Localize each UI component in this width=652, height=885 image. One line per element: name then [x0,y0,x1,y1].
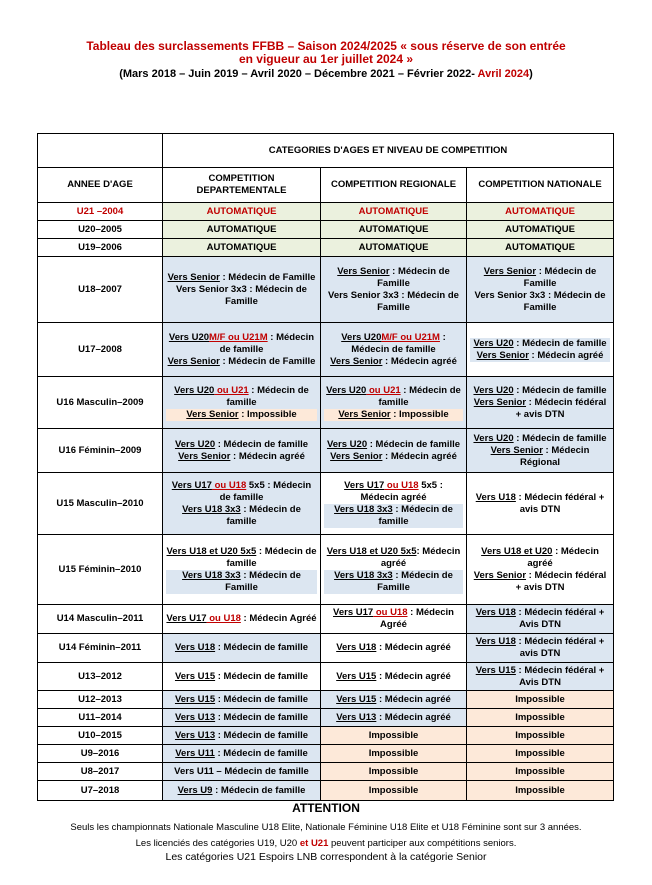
age-cell: U16 Féminin–2009 [38,429,163,473]
title-line-2: en vigueur au 1er juillet 2024 » [238,52,414,66]
age-cell: U19–2006 [38,239,163,257]
reg-cell: Vers U17 ou U18 5x5 : Médecin agréé Vers U18 3x3 : Médecin de famille [321,473,467,535]
reg-cell: Vers U20M/F ou U21M : Médecin de famille Vers Senior : Médecin agréé [321,323,467,377]
header-departementale: COMPETITION DEPARTEMENTALE [163,168,321,203]
age-cell: U11–2014 [38,709,163,727]
nat-cell: Impossible [467,745,614,763]
table-row [38,323,614,377]
nat-cell: Vers U18 : Médecin fédéral + Avis DTN [467,605,614,634]
age-cell: U14 Masculin–2011 [38,605,163,634]
nat-cell: Vers U20 : Médecin de famille Vers Senior : Médecin agréé [467,323,614,377]
dates-highlight: Avril 2024 [477,68,530,80]
header-regionale: COMPETITION REGIONALE [321,168,467,203]
dates-end: ) [529,68,533,80]
age-cell: U8–2017 [38,763,163,781]
header-categories: CATEGORIES D'AGES ET NIVEAU DE COMPETITION [163,134,614,168]
age-cell: U15 Masculin–2010 [38,473,163,535]
header-row-2 [38,168,614,203]
table-row [38,203,614,221]
dep-cell: Vers U20 : Médecin de famille Vers Senior : Médecin agréé [163,429,321,473]
age-cell: U20–2005 [38,221,163,239]
dep-cell: Vers U17 ou U18 5x5 : Médecin de famille Vers U18 3x3 : Médecin de famille [163,473,321,535]
header-blank [38,134,163,168]
reg-cell: Impossible [321,781,467,801]
dep-cell: AUTOMATIQUE [163,221,321,239]
nat-cell: Vers U18 : Médecin fédéral + avis DTN [467,634,614,663]
nat-cell: Impossible [467,781,614,801]
dep-cell: AUTOMATIQUE [163,203,321,221]
nat-cell: Impossible [467,709,614,727]
nat-cell: Impossible [467,763,614,781]
nat-cell: AUTOMATIQUE [467,239,614,257]
nat-cell: Vers U15 : Médecin fédéral + Avis DTN [467,663,614,691]
title-line-1: Tableau des surclassements FFBB – Saison 2024/2025 « sous réserve de son entrée [86,39,566,53]
nat-cell: Impossible [467,691,614,709]
age-cell: U16 Masculin–2009 [38,377,163,429]
table-row [38,691,614,709]
nat-cell: AUTOMATIQUE [467,221,614,239]
table-row [38,763,614,781]
attention-heading: ATTENTION [292,801,360,815]
table-row [38,709,614,727]
nat-cell: Vers U18 et U20 : Médecin agréé Vers Senior : Médecin fédéral + avis DTN [467,535,614,605]
nat-cell: Vers U18 : Médecin fédéral + avis DTN [467,473,614,535]
dep-cell: Vers U13 : Médecin de famille [163,727,321,745]
age-cell: U14 Féminin–2011 [38,634,163,663]
dep-cell: Vers U15 : Médecin de famille [163,691,321,709]
table-row [38,257,614,323]
dep-cell: Vers U18 et U20 5x5 : Médecin de famille Vers U18 3x3 : Médecin de Famille [163,535,321,605]
reg-cell: AUTOMATIQUE [321,239,467,257]
table-row [38,634,614,663]
dep-cell: Vers U18 : Médecin de famille [163,634,321,663]
age-cell: U18–2007 [38,257,163,323]
reg-cell: Impossible [321,727,467,745]
table-row [38,727,614,745]
dep-cell: Vers U17 ou U18 : Médecin Agréé [163,605,321,634]
reg-cell: Vers U15 : Médecin agréé [321,691,467,709]
footer-note-2: Les licenciés des catégories U19, U20 et U21 peuvent participer aux compétitions seniors. [135,838,517,849]
header-row-1 [38,134,614,168]
reg-cell: Vers U18 : Médecin agréé [321,634,467,663]
reg-cell: Vers Senior : Médecin de Famille Vers Senior 3x3 : Médecin de Famille [321,257,467,323]
age-cell: U7–2018 [38,781,163,801]
reg-cell: AUTOMATIQUE [321,203,467,221]
table-row [38,605,614,634]
table-row [38,745,614,763]
nat-cell: Vers U20 : Médecin de famille Vers Senior : Médecin fédéral + avis DTN [467,377,614,429]
table-row [38,781,614,801]
reg-cell: Vers U20 ou U21 : Médecin de famille Vers Senior : Impossible [321,377,467,429]
dep-cell: AUTOMATIQUE [163,239,321,257]
reg-cell: Vers U20 : Médecin de famille Vers Senior : Médecin agréé [321,429,467,473]
age-cell: U13–2012 [38,663,163,691]
reg-cell: Vers U13 : Médecin agréé [321,709,467,727]
header-age: ANNEE D'AGE [38,168,163,203]
reg-cell: Impossible [321,745,467,763]
title-dates [0,68,652,81]
footer-note-1: Seuls les championnats Nationale Masculine U18 Elite, Nationale Féminine U18 Elite et U18 Féminine sont sur 3 années. [70,822,582,833]
dep-cell: Vers U9 : Médecin de famille [163,781,321,801]
nat-cell: Vers Senior : Médecin de Famille Vers Senior 3x3 : Médecin de Famille [467,257,614,323]
surclassement-table [37,133,614,801]
header-nationale: COMPETITION NATIONALE [467,168,614,203]
reg-cell: Vers U15 : Médecin agréé [321,663,467,691]
age-cell: U10–2015 [38,727,163,745]
table-row [38,429,614,473]
dep-cell: Vers U15 : Médecin de famille [163,663,321,691]
age-cell: U21 –2004 [38,203,163,221]
table-row [38,535,614,605]
table-row [38,663,614,691]
table-row [38,239,614,257]
age-cell: U9–2016 [38,745,163,763]
reg-cell: Impossible [321,763,467,781]
footer-note-3: Les catégories U21 Espoirs LNB correspondent à la catégorie Senior [165,851,487,863]
table-row [38,221,614,239]
dep-cell: Vers U11 : Médecin de famille [163,745,321,763]
dep-cell: Vers Senior : Médecin de Famille Vers Senior 3x3 : Médecin de Famille [163,257,321,323]
reg-cell: Vers U17 ou U18 : Médecin Agréé [321,605,467,634]
dates-main: (Mars 2018 – Juin 2019 – Avril 2020 – Décembre 2021 – Février 2022- [119,68,475,80]
age-cell: U12–2013 [38,691,163,709]
nat-cell: Vers U20 : Médecin de famille Vers Senior : Médecin Régional [467,429,614,473]
dep-cell: Vers U20 ou U21 : Médecin de famille Vers Senior : Impossible [163,377,321,429]
age-cell: U17–2008 [38,323,163,377]
page-title [0,40,652,66]
reg-cell: Vers U18 et U20 5x5: Médecin agréé Vers U18 3x3 : Médecin de Famille [321,535,467,605]
nat-cell: Impossible [467,727,614,745]
table-row [38,473,614,535]
dep-cell: Vers U20M/F ou U21M : Médecin de famille Vers Senior : Médecin de Famille [163,323,321,377]
age-cell: U15 Féminin–2010 [38,535,163,605]
nat-cell: AUTOMATIQUE [467,203,614,221]
table-row [38,377,614,429]
reg-cell: AUTOMATIQUE [321,221,467,239]
dep-cell: Vers U13 : Médecin de famille [163,709,321,727]
dep-cell: Vers U11 – Médecin de famille [163,763,321,781]
